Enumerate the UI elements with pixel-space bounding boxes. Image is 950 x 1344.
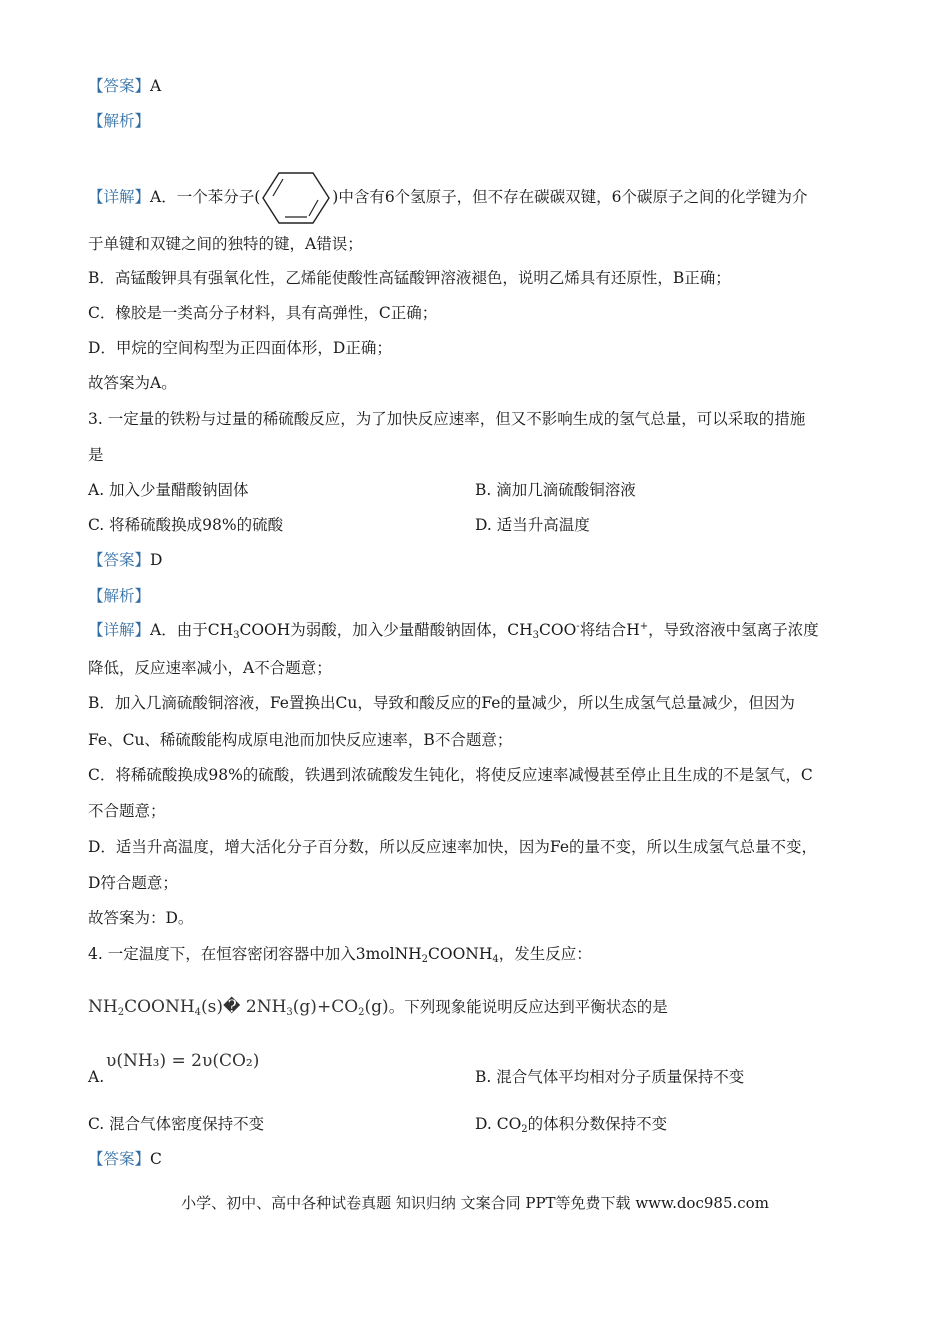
answer-line-q3: 【答案】D xyxy=(88,551,163,569)
q3-detail-d: D．适当升高温度，增大活化分子百分数，所以反应速率加快，因为Fe的量不变，所以生成氢气总量不变， xyxy=(88,838,818,856)
q4-option-a-equation: υ(NH₃) = 2υ(CO₂) xyxy=(106,1051,260,1071)
q4-option-c: C. 混合气体密度保持不变 xyxy=(88,1115,265,1133)
q3-detail-b: B．加入几滴硫酸铜溶液，Fe置换出Cu，导致和酸反应的Fe的量减少，所以生成氢气总量减少，但因为 xyxy=(88,694,795,712)
q3-detail-c-cont: 不合题意； xyxy=(88,802,166,820)
page-footer: 小学、初中、高中各种试卷真题 知识归纳 文案合同 PPT等免费下载 www.doc985.com xyxy=(181,1194,769,1212)
q3-stem-1: 3. 一定量的铁粉与过量的稀硫酸反应，为了加快反应速率，但又不影响生成的氢气总量，可以采取的措施 xyxy=(88,410,806,428)
q3-option-b: B. 滴加几滴硫酸铜溶液 xyxy=(475,481,636,499)
answer-line-q2 xyxy=(88,75,161,97)
answer-line-q4: 【答案】C xyxy=(88,1150,162,1168)
q3-stem-2: 是 xyxy=(88,446,104,464)
q2-detail-a-cont: 于单键和双键之间的独特的键，A错误； xyxy=(88,235,363,253)
q3-detail-a-cont: 降低，反应速率减小，A不合题意； xyxy=(88,659,332,677)
q2-detail-b: B．高锰酸钾具有强氧化性，乙烯能使酸性高锰酸钾溶液褪色，说明乙烯具有还原性，B正确； xyxy=(88,269,731,287)
q4-option-a-label: A. xyxy=(88,1068,105,1086)
detail-label: 【详解】 xyxy=(88,188,151,206)
q3-detail-d-cont: D符合题意； xyxy=(88,874,178,892)
q2-detail-d: D．甲烷的空间构型为正四面体形，D正确； xyxy=(88,339,392,357)
q4-option-d: D. $CO_2$的体积分数保持不变 xyxy=(475,1115,668,1135)
answer-value: A xyxy=(150,77,162,95)
q3-detail-c: C．将稀硫酸换成98%的硫酸，铁遇到浓硫酸发生钝化，将使反应速率减慢甚至停止且生成的不是氢气，C xyxy=(88,766,813,784)
q3-option-d: D. 适当升高温度 xyxy=(475,516,590,534)
q4-equation-line: $NH_2COONH_4(s)�$ $2NH_3(g)+CO_2(g)$。下列现象能说明反应达到平衡状态的是 xyxy=(88,997,668,1018)
analysis-label: 【解析】 xyxy=(88,587,151,605)
q4-stem-1: 4. 一定温度下，在恒容密闭容器中加入$3molNH_2COONH_4$，发生反应： xyxy=(88,945,592,965)
q2-detail-a: 【详解】A．一个苯分子( )中含有6个氢原子，但不存在碳碳双键，6个碳原子之间的化学键为介 xyxy=(88,170,808,226)
analysis-label: 【解析】 xyxy=(88,112,151,130)
q2-conclusion: 故答案为A。 xyxy=(88,374,177,392)
q2-detail-c: C．橡胶是一类高分子材料，具有高弹性，C正确； xyxy=(88,304,438,322)
q4-option-b: B. 混合气体平均相对分子质量保持不变 xyxy=(475,1068,745,1086)
answer-label: 【答案】 xyxy=(88,77,151,95)
q3-option-a: A. 加入少量醋酸钠固体 xyxy=(88,481,249,499)
q3-detail-a: 【详解】A．由于$CH_3COOH$为弱酸，加入少量醋酸钠固体，$CH_3COO^-$将结合H+，导致溶液中氢离子浓度 xyxy=(88,621,819,641)
reaction-equation: $NH_2COONH_4(s)�$ $2NH_3(g)+CO_2(g)$ xyxy=(88,997,389,1018)
q3-conclusion: 故答案为：D。 xyxy=(88,909,194,927)
q3-option-c: C. 将稀硫酸换成98%的硫酸 xyxy=(88,516,284,534)
benzene-structure-icon xyxy=(261,170,331,226)
q3-detail-b-cont: Fe、Cu、稀硫酸能构成原电池而加快反应速率，B不合题意； xyxy=(88,731,513,749)
